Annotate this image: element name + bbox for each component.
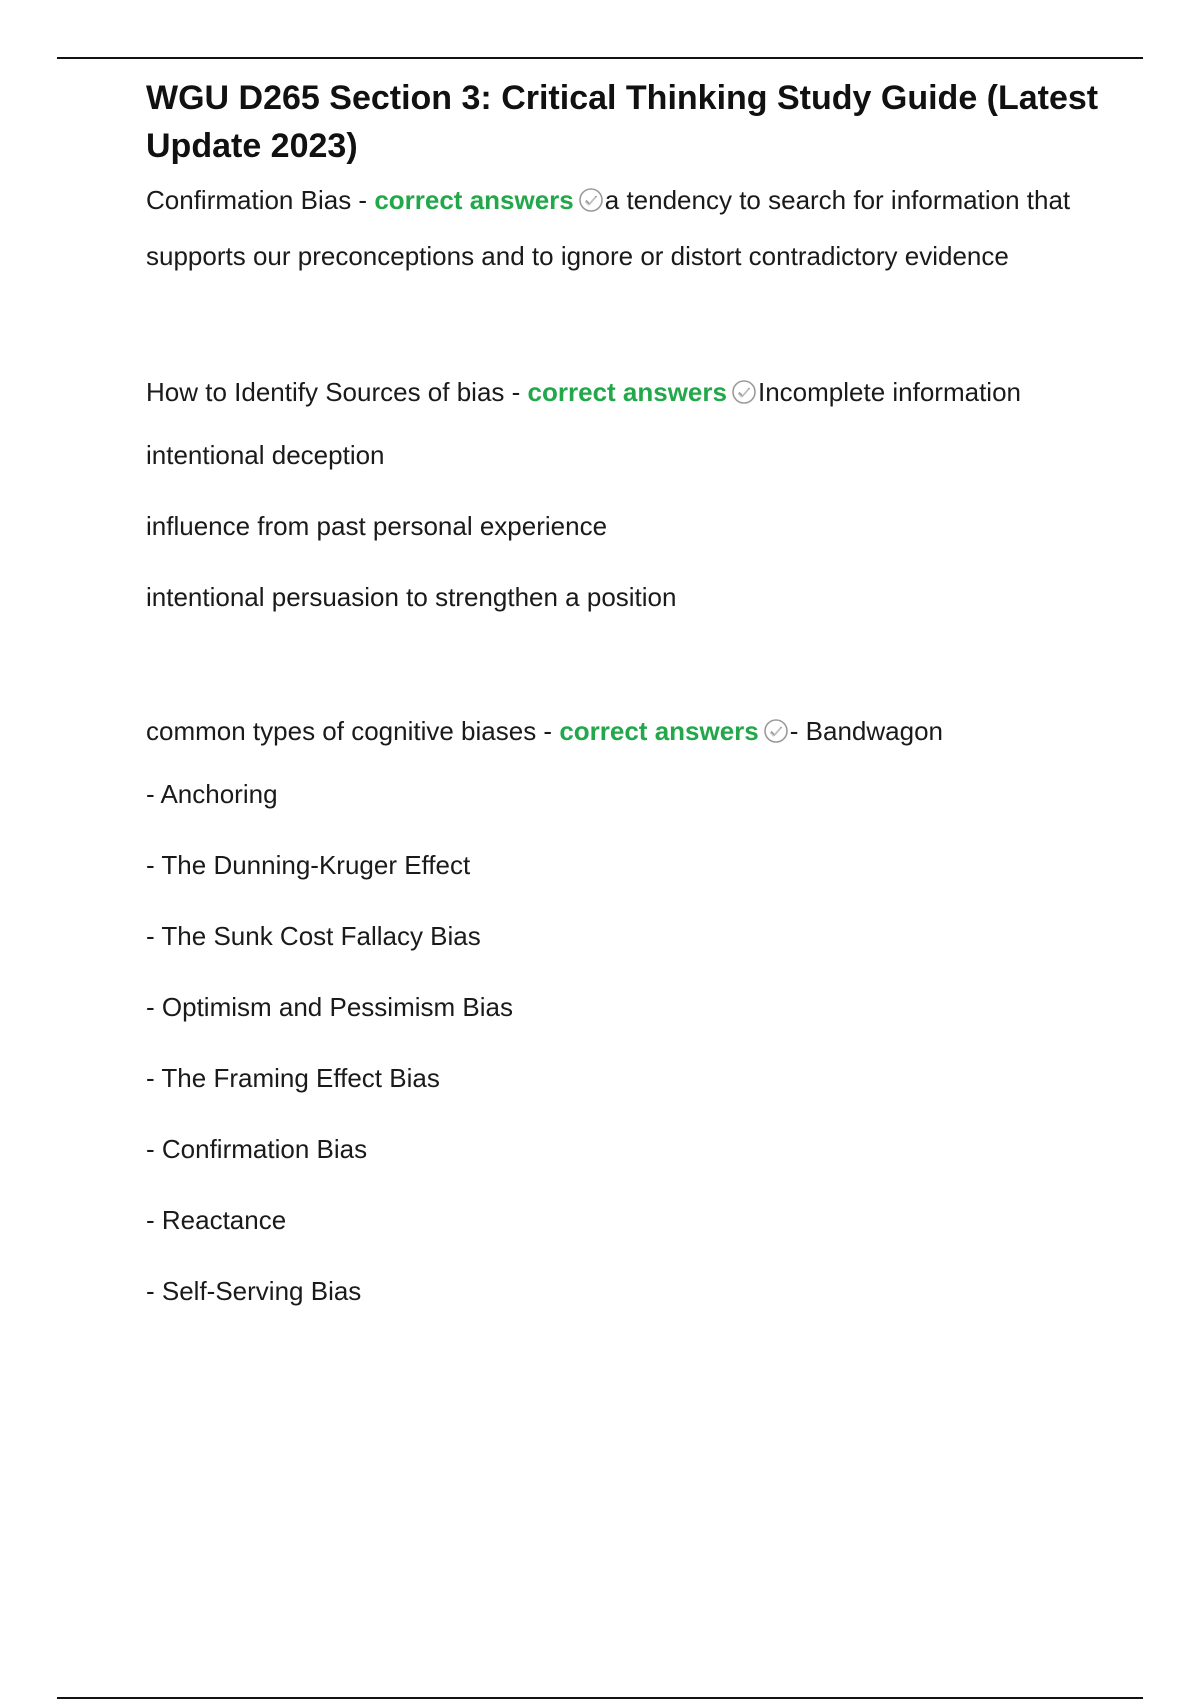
- check-circle-icon: [763, 718, 789, 744]
- answer-line: - Anchoring: [146, 779, 278, 809]
- qa-entry-sources-of-bias: [146, 364, 1146, 633]
- bottom-rule: [57, 1697, 1143, 1699]
- answer-line: intentional persuasion to strengthen a position: [146, 582, 677, 612]
- answer-tag: correct answers: [559, 716, 759, 746]
- qa-text: [146, 172, 1146, 284]
- answer-line: - Reactance: [146, 1205, 287, 1235]
- term-label: common types of cognitive biases -: [146, 716, 553, 746]
- check-circle-icon: [578, 187, 604, 213]
- qa-text: [146, 703, 1146, 759]
- answer-line: influence from past personal experience: [146, 511, 608, 541]
- answer-tag: correct answers: [374, 185, 574, 215]
- answer-tag: correct answers: [527, 377, 727, 407]
- answer-line: - The Sunk Cost Fallacy Bias: [146, 921, 481, 951]
- qa-entry-cognitive-biases: [146, 703, 1146, 1327]
- answer-line: - Optimism and Pessimism Bias: [146, 992, 513, 1022]
- qa-entry-confirmation-bias: [146, 172, 1146, 284]
- term-label: Confirmation Bias -: [146, 185, 368, 215]
- document-body: [146, 74, 1146, 1327]
- answer-line: - The Dunning-Kruger Effect: [146, 850, 471, 880]
- answer-line: - The Framing Effect Bias: [146, 1063, 440, 1093]
- answer-text: - Bandwagon: [789, 716, 943, 746]
- check-circle-icon: [731, 379, 757, 405]
- answer-line: intentional deception: [146, 440, 385, 470]
- qa-text: [146, 364, 1146, 420]
- answer-text: Incomplete information: [757, 377, 1022, 407]
- answer-text: a tendency to search for information that supports our preconceptions and to ignore or distort contradictory evidence: [146, 185, 1071, 271]
- page-title: WGU D265 Section 3: Critical Thinking Study Guide (Latest Update 2023): [146, 79, 1099, 165]
- top-rule: [57, 57, 1143, 59]
- answer-line: - Self-Serving Bias: [146, 1276, 362, 1306]
- term-label: How to Identify Sources of bias -: [146, 377, 521, 407]
- answer-line: - Confirmation Bias: [146, 1134, 368, 1164]
